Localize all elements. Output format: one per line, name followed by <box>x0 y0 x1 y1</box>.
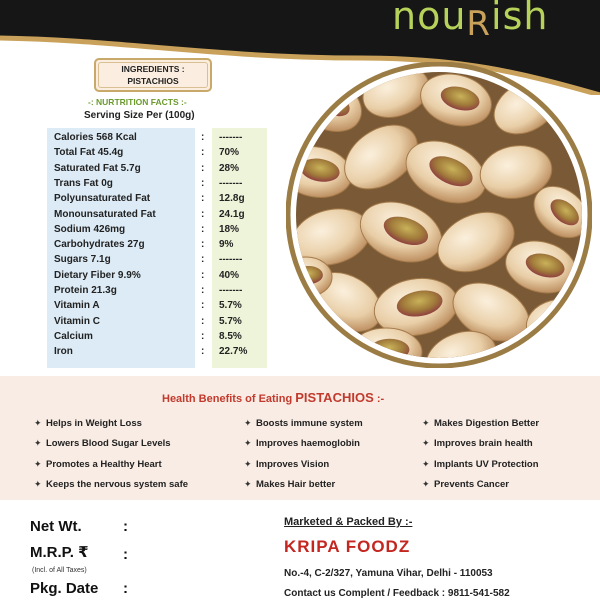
benefit-text: Prevents Cancer <box>434 479 509 490</box>
benefit-item <box>244 459 329 470</box>
nutrition-row <box>0 132 270 147</box>
nutrient-value: ------- <box>219 254 243 266</box>
mrp-label: M.R.P. ₹ <box>30 544 89 561</box>
nutrition-facts-title: -: NURTRITION FACTS :- <box>88 97 187 107</box>
nutrition-row <box>0 316 270 331</box>
pkg-date-label: Pkg. Date <box>30 580 99 597</box>
nutrition-row <box>0 270 270 285</box>
nutrient-value: ------- <box>219 285 243 296</box>
benefit-item <box>244 438 360 449</box>
benefit-item <box>34 479 188 490</box>
benefit-text: Lowers Blood Sugar Levels <box>46 438 171 449</box>
star-bullet-icon: ✦ <box>422 459 430 469</box>
nutrient-colon: : <box>201 193 205 205</box>
company-name: KRIPA FOODZ <box>284 537 411 556</box>
ingredients-value: PISTACHIOS <box>127 76 179 86</box>
benefit-item <box>34 418 142 429</box>
mrp-note: (Incl. of All Taxes) <box>32 567 87 574</box>
nutrient-value: 40% <box>219 269 240 281</box>
benefit-item <box>244 479 335 490</box>
nutrient-value: 70% <box>219 147 240 159</box>
nutrient-value: 8.5% <box>219 330 242 342</box>
benefit-text: Improves brain health <box>434 438 533 449</box>
nutrient-name: Trans Fat 0g <box>54 177 113 189</box>
star-bullet-icon: ✦ <box>244 418 252 428</box>
nutrient-value: 12.8g <box>219 193 245 205</box>
nutrient-colon: : <box>201 162 205 174</box>
nutrient-name: Dietary Fiber 9.9% <box>54 269 141 281</box>
benefit-text: Boosts immune system <box>256 418 363 429</box>
nutrient-colon: : <box>201 239 205 251</box>
nutrient-name: Monounsaturated Fat <box>54 208 156 220</box>
nutrient-value: 28% <box>219 162 240 174</box>
nutrition-row <box>0 300 270 315</box>
pistachio-image <box>286 62 592 368</box>
nutrient-name: Protein 21.3g <box>54 285 117 296</box>
nutrient-colon: : <box>201 346 205 358</box>
star-bullet-icon: ✦ <box>34 418 42 428</box>
nutrient-colon: : <box>201 285 205 296</box>
nutrient-name: Calcium <box>54 330 93 342</box>
benefit-text: Makes Hair better <box>256 479 336 490</box>
nutrition-row <box>0 239 270 254</box>
star-bullet-icon: ✦ <box>34 459 42 469</box>
nutrient-colon: : <box>201 132 205 143</box>
benefit-text: Keeps the nervous system safe <box>46 479 189 490</box>
nutrient-colon: : <box>201 223 205 235</box>
nutrient-name: Vitamin A <box>54 300 100 312</box>
nutrition-row <box>0 178 270 193</box>
nutrient-colon: : <box>201 254 205 266</box>
star-bullet-icon: ✦ <box>244 479 252 489</box>
nutrition-row <box>0 163 270 178</box>
nutrient-colon: : <box>201 269 205 281</box>
nutrient-name: Total Fat 45.4g <box>54 147 124 159</box>
nutrient-name: Polyunsaturated Fat <box>54 193 151 205</box>
nutrient-colon: : <box>201 330 205 342</box>
star-bullet-icon: ✦ <box>422 438 430 448</box>
pkg-date-colon: : <box>123 580 128 597</box>
ingredients-label: INGREDIENTS : <box>121 64 185 74</box>
net-weight-label: Net Wt. <box>30 518 82 535</box>
star-bullet-icon: ✦ <box>244 459 252 469</box>
benefit-text: Implants UV Protection <box>434 459 539 470</box>
nutrition-row <box>0 224 270 239</box>
nutrient-value: 5.7% <box>219 315 242 327</box>
benefits-title: Health Benefits of Eating PISTACHIOS :- <box>162 390 385 405</box>
nutrient-colon: : <box>201 147 205 159</box>
nutrient-colon: : <box>201 315 205 327</box>
nutrient-value: ------- <box>219 177 243 189</box>
nutrition-row <box>0 147 270 162</box>
nutrient-colon: : <box>201 177 205 189</box>
benefit-item <box>422 459 539 470</box>
serving-size: Serving Size Per (100g) <box>84 110 195 121</box>
nutrition-row <box>0 331 270 346</box>
nutrient-colon: : <box>201 208 205 220</box>
marketed-by-title: Marketed & Packed By :- <box>284 516 413 528</box>
star-bullet-icon: ✦ <box>34 438 42 448</box>
star-bullet-icon: ✦ <box>244 438 252 448</box>
benefit-text: Promotes a Healthy Heart <box>46 459 162 470</box>
nutrient-colon: : <box>201 300 205 312</box>
brand-logo: nouRish <box>392 0 549 44</box>
company-address: No.-4, C-2/327, Yamuna Vihar, Delhi - 110053 <box>284 568 493 579</box>
nutrient-name: Sugars 7.1g <box>54 254 111 266</box>
star-bullet-icon: ✦ <box>422 418 430 428</box>
nutrient-value: ------- <box>219 132 243 143</box>
star-bullet-icon: ✦ <box>34 479 42 489</box>
benefit-item <box>422 418 539 429</box>
nutrient-value: 9% <box>219 239 234 251</box>
company-contact: Contact us Complent / Feedback : 9811-541-582 <box>284 588 510 599</box>
benefit-text: Improves Vision <box>256 459 330 470</box>
mrp-colon: : <box>123 546 128 563</box>
nutrition-row <box>0 254 270 269</box>
benefit-text: Helps in Weight Loss <box>46 418 142 429</box>
nutrient-name: Saturated Fat 5.7g <box>54 162 141 174</box>
benefit-item <box>34 438 171 449</box>
ingredients-box <box>94 58 212 92</box>
benefit-text: Makes Digestion Better <box>434 418 540 429</box>
nutrient-name: Carbohydrates 27g <box>54 239 145 251</box>
nutrient-name: Sodium 426mg <box>54 223 126 235</box>
nutrient-name: Vitamin C <box>54 315 100 327</box>
benefit-text: Improves haemoglobin <box>256 438 360 449</box>
nutrient-value: 5.7% <box>219 300 242 312</box>
star-bullet-icon: ✦ <box>422 479 430 489</box>
benefit-item <box>422 438 533 449</box>
nutrient-value: 24.1g <box>219 208 245 220</box>
nutrient-name: Calories 568 Kcal <box>54 132 137 143</box>
nutrition-row <box>0 285 270 300</box>
benefit-item <box>34 459 162 470</box>
net-weight-colon: : <box>123 518 128 535</box>
nutrient-value: 18% <box>219 223 240 235</box>
benefit-item <box>422 479 509 490</box>
benefit-item <box>244 418 363 429</box>
nutrition-row <box>0 193 270 208</box>
nutrient-name: Iron <box>54 346 73 358</box>
nutrition-row <box>0 209 270 224</box>
nutrition-row <box>0 346 270 361</box>
nutrient-value: 22.7% <box>219 346 248 358</box>
